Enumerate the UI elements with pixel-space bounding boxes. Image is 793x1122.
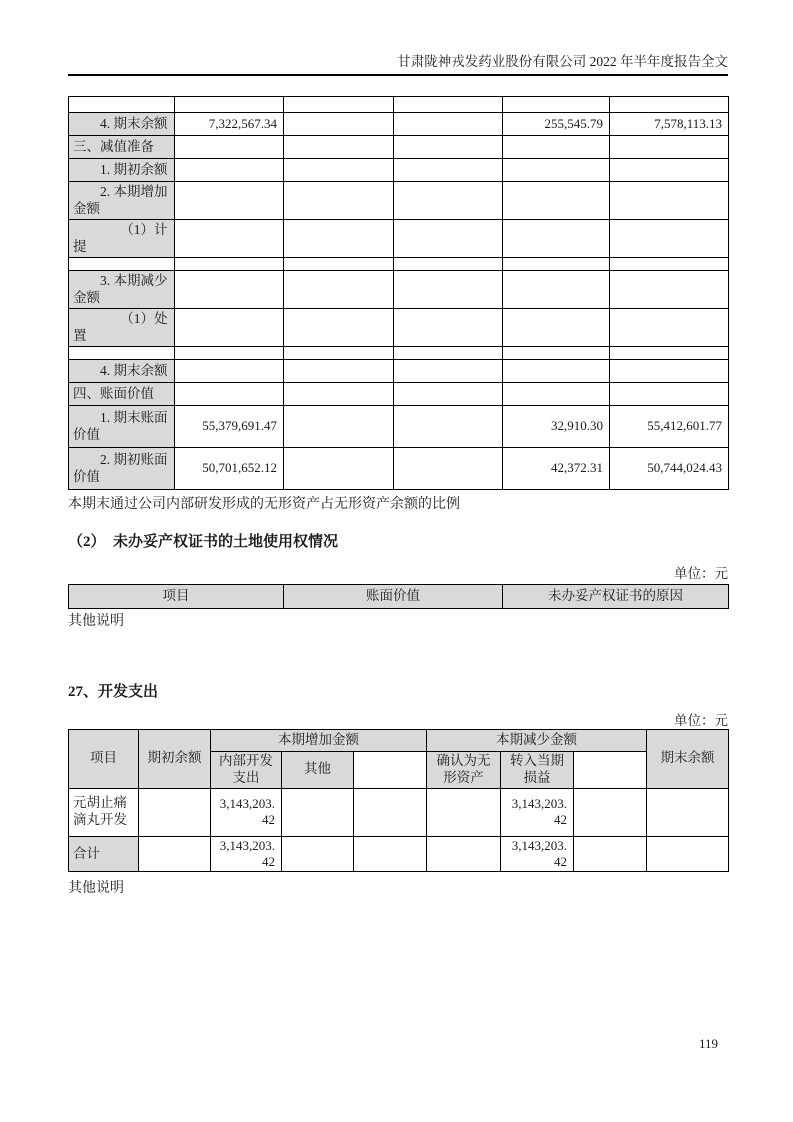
page-content — [68, 54, 728, 898]
table-cell — [427, 788, 501, 836]
table-cell — [284, 309, 394, 347]
table-cell — [394, 271, 503, 309]
table-cell: （1）计提 — [69, 220, 175, 258]
table-cell: 其他 — [282, 752, 354, 789]
table-cell — [394, 113, 503, 136]
table-cell — [503, 360, 610, 383]
table-row — [69, 220, 729, 258]
land-other-note: 其他说明 — [68, 614, 124, 629]
table-cell — [284, 271, 394, 309]
table-cell — [610, 220, 729, 258]
table-cell — [574, 752, 647, 789]
table-row — [69, 258, 729, 271]
table-cell — [394, 360, 503, 383]
table-cell: 55,379,691.47 — [175, 406, 284, 448]
table-cell — [503, 271, 610, 309]
unit-label-dev: 单位：元 — [674, 713, 728, 728]
table-cell: （1）处置 — [69, 309, 175, 347]
table-cell — [175, 383, 284, 406]
table-cell — [284, 136, 394, 159]
table-row — [69, 360, 729, 383]
table-cell — [394, 258, 503, 271]
table-cell — [284, 258, 394, 271]
intangible-assets-table — [68, 96, 728, 490]
table-cell: 1. 期末账面价值 — [69, 406, 175, 448]
development-expenditure-table — [68, 729, 728, 872]
table-cell: 255,545.79 — [503, 113, 610, 136]
table-cell: 项目 — [69, 585, 284, 609]
table-cell: 4. 期末余额 — [69, 113, 175, 136]
table-cell — [503, 309, 610, 347]
table-cell — [284, 159, 394, 182]
table-cell: 2. 本期增加金额 — [69, 182, 175, 220]
table-cell: 期初余额 — [139, 730, 211, 789]
table-cell: 1. 期初余额 — [69, 159, 175, 182]
intangible-ratio-note: 本期末通过公司内部研发形成的无形资产占无形资产余额的比例 — [68, 497, 460, 512]
table-cell: 50,701,652.12 — [175, 448, 284, 490]
table-cell — [503, 220, 610, 258]
table-cell — [503, 97, 610, 113]
table-cell — [647, 788, 729, 836]
table-cell: 42,372.31 — [503, 448, 610, 490]
table-cell — [394, 383, 503, 406]
table-row — [69, 448, 729, 490]
land-use-rights-table — [68, 584, 728, 609]
table-cell — [175, 159, 284, 182]
unit-label-land: 单位：元 — [674, 566, 728, 581]
table-cell — [394, 347, 503, 360]
table-cell — [69, 258, 175, 271]
table-cell — [284, 97, 394, 113]
table-cell — [610, 383, 729, 406]
table-cell — [394, 448, 503, 490]
table-cell — [175, 347, 284, 360]
table-cell: 7,578,113.13 — [610, 113, 729, 136]
table-cell — [503, 383, 610, 406]
table-cell — [394, 159, 503, 182]
table-row — [69, 585, 729, 609]
table-row — [69, 159, 729, 182]
table-cell: 4. 期末余额 — [69, 360, 175, 383]
table-cell — [354, 788, 427, 836]
table-cell — [284, 360, 394, 383]
table-row — [69, 97, 729, 113]
table-cell: 内部开发支出 — [211, 752, 282, 789]
table-cell — [354, 836, 427, 872]
table-cell: 3,143,203.42 — [211, 788, 282, 836]
table-cell — [284, 406, 394, 448]
page-header-title: 甘肃陇神戎发药业股份有限公司 2022 年半年度报告全文 — [68, 54, 728, 76]
table-cell — [175, 258, 284, 271]
table-row — [69, 309, 729, 347]
table-cell — [503, 258, 610, 271]
dev-other-note: 其他说明 — [68, 881, 124, 897]
table-cell — [284, 347, 394, 360]
table-cell: 55,412,601.77 — [610, 406, 729, 448]
table-cell: 确认为无形资产 — [427, 752, 501, 789]
table-cell: 50,744,024.43 — [610, 448, 729, 490]
table-cell: 期末余额 — [647, 730, 729, 789]
table-cell — [139, 788, 211, 836]
table-cell: 未办妥产权证书的原因 — [503, 585, 729, 609]
table-cell — [175, 220, 284, 258]
table-row — [69, 347, 729, 360]
table-cell — [282, 836, 354, 872]
table-cell — [394, 97, 503, 113]
table-cell — [284, 113, 394, 136]
table-cell — [175, 309, 284, 347]
table-cell — [175, 271, 284, 309]
table-cell: 合计 — [69, 836, 139, 872]
table-cell — [394, 220, 503, 258]
table-cell — [394, 136, 503, 159]
table-cell — [394, 182, 503, 220]
table-cell — [282, 788, 354, 836]
table-cell — [284, 220, 394, 258]
table-cell — [610, 258, 729, 271]
land-grid — [68, 584, 729, 609]
table-cell — [574, 836, 647, 872]
table-row — [69, 836, 729, 872]
table-cell — [284, 182, 394, 220]
table-cell: 3,143,203.42 — [501, 788, 574, 836]
table-cell — [394, 309, 503, 347]
table-row — [69, 136, 729, 159]
table-cell — [610, 309, 729, 347]
table-cell — [69, 97, 175, 113]
table-cell: 转入当期损益 — [501, 752, 574, 789]
table-row — [69, 113, 729, 136]
table-cell — [284, 448, 394, 490]
development-expenditure-heading: 27、开发支出 — [68, 684, 159, 700]
table-cell: 本期减少金额 — [427, 730, 647, 752]
table-cell: 3. 本期减少金额 — [69, 271, 175, 309]
table-cell: 3,143,203.42 — [501, 836, 574, 872]
table-cell — [610, 136, 729, 159]
table-cell: 账面价值 — [284, 585, 503, 609]
intangible-grid — [68, 96, 729, 490]
table-cell — [610, 97, 729, 113]
table-row — [69, 406, 729, 448]
table-cell — [175, 97, 284, 113]
table-cell — [354, 752, 427, 789]
table-cell — [175, 136, 284, 159]
table-row — [69, 383, 729, 406]
table-cell — [610, 347, 729, 360]
table-cell — [574, 788, 647, 836]
table-cell: 7,322,567.34 — [175, 113, 284, 136]
table-cell — [503, 182, 610, 220]
table-cell: 本期增加金额 — [211, 730, 427, 752]
table-cell — [503, 347, 610, 360]
table-row — [69, 730, 729, 752]
table-cell — [175, 182, 284, 220]
table-cell — [503, 159, 610, 182]
table-cell — [427, 836, 501, 872]
table-cell: 元胡止痛滴丸开发 — [69, 788, 139, 836]
table-cell — [175, 360, 284, 383]
land-use-rights-heading: （2） 未办妥产权证书的土地使用权情况 — [68, 534, 339, 550]
table-cell — [610, 182, 729, 220]
table-cell — [69, 347, 175, 360]
table-cell — [139, 836, 211, 872]
table-row — [69, 788, 729, 836]
table-cell — [394, 406, 503, 448]
table-cell — [610, 271, 729, 309]
table-cell: 项目 — [69, 730, 139, 789]
table-cell: 2. 期初账面价值 — [69, 448, 175, 490]
table-cell — [284, 383, 394, 406]
table-cell — [503, 136, 610, 159]
page-number: 119 — [698, 1036, 718, 1051]
dev-grid — [68, 729, 729, 872]
table-cell — [610, 159, 729, 182]
table-row — [69, 271, 729, 309]
table-cell: 32,910.30 — [503, 406, 610, 448]
table-cell — [647, 836, 729, 872]
table-row — [69, 182, 729, 220]
table-cell: 四、账面价值 — [69, 383, 175, 406]
table-cell — [610, 360, 729, 383]
table-cell: 3,143,203.42 — [211, 836, 282, 872]
table-cell: 三、减值准备 — [69, 136, 175, 159]
